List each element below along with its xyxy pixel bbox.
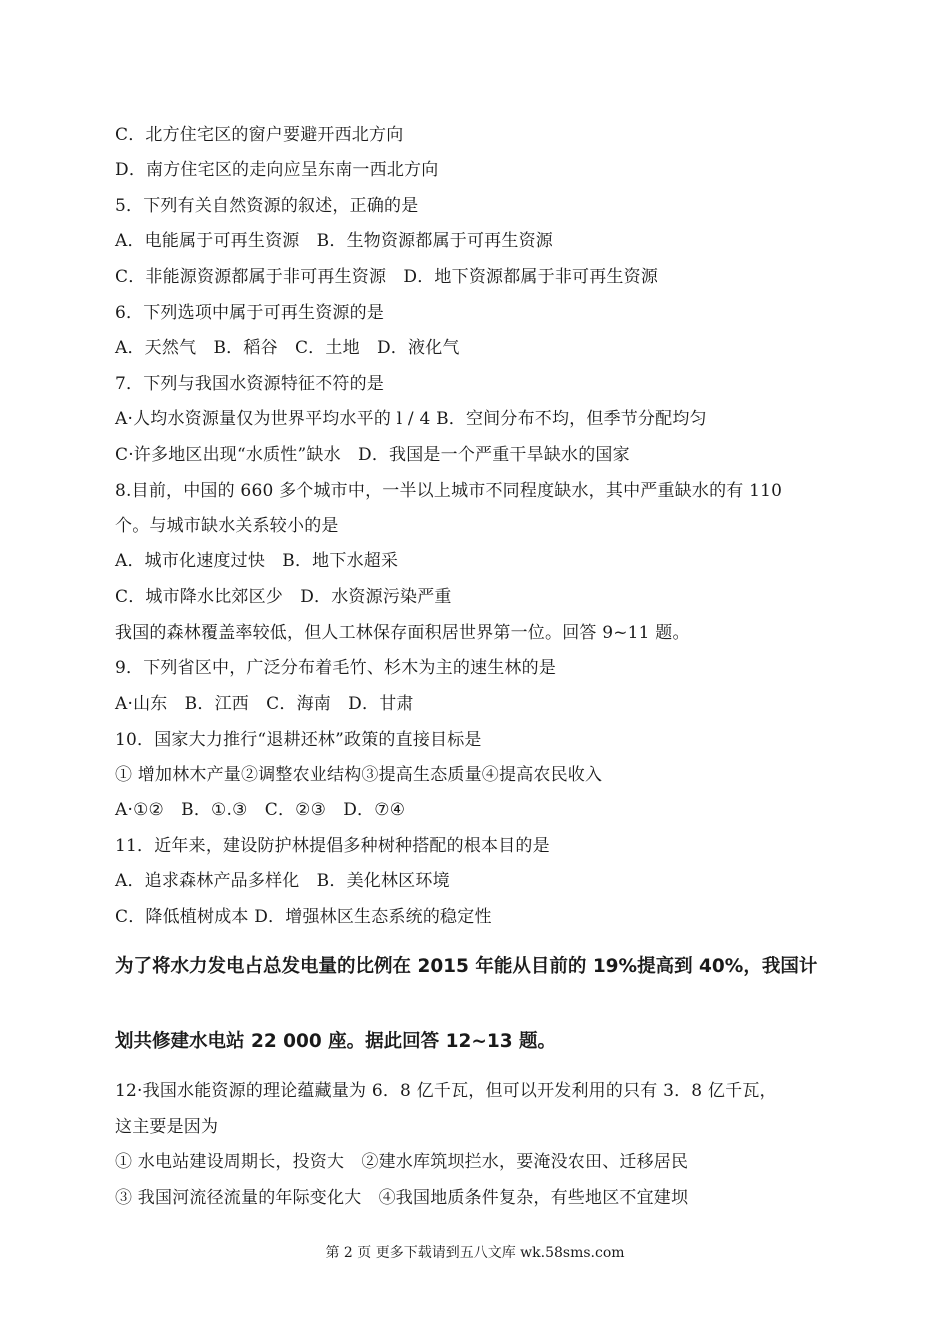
options-8cd: C．城市降水比郊区少 D．水资源污染严重 [115,587,452,607]
page-footer: 第 2 页 更多下载请到五八文库 wk.58sms.com [325,1245,625,1261]
options-10: A·①② B．①.③ C．②③ D．⑦④ [115,800,406,820]
options-8ab: A．城市化速度过快 B．地下水超采 [115,551,399,571]
statements-12a: ① 水电站建设周期长，投资大 ②建水库筑坝拦水，要淹没农田、迁移居民 [115,1152,689,1172]
question-12: 12·我国水能资源的理论蕴藏量为 6．8 亿千瓦，但可以开发利用的只有 3．8 亿千瓦， [115,1081,777,1101]
question-9: 9．下列省区中，广泛分布着毛竹、杉木为主的速生林的是 [115,658,557,678]
options-11ab: A．追求森林产品多样化 B．美化林区环境 [115,871,450,891]
options-6: A．天然气 B．稻谷 C．土地 D．液化气 [115,338,460,358]
question-10: 10．国家大力推行“退耕还林”政策的直接目标是 [115,730,482,750]
statements-12b: ③ 我国河流径流量的年际变化大 ④我国地质条件复杂，有些地区不宜建坝 [115,1188,689,1208]
options-7ab: A·人均水资源量仅为世界平均水平的 l / 4 B．空间分布不均，但季节分配均匀 [115,409,707,429]
question-5: 5．下列有关自然资源的叙述，正确的是 [115,196,419,216]
question-12-cont: 这主要是因为 [115,1117,219,1137]
statements-10: ① 增加林木产量②调整农业结构③提高生态质量④提高农民收入 [115,765,603,785]
question-6: 6．下列选项中属于可再生资源的是 [115,303,385,323]
passage-9-11: 我国的森林覆盖率较低，但人工林保存面积居世界第一位。回答 9~11 题。 [115,623,690,643]
question-8-cont: 个。与城市缺水关系较小的是 [115,516,339,536]
question-8: 8.目前，中国的 660 多个城市中，一半以上城市不同程度缺水，其中严重缺水的有 110 [115,481,783,501]
passage-12-13: 为了将水力发电占总发电量的比例在 2015 年能从目前的 19%提高到 40%，我国计 [115,956,818,977]
option-4d: D．南方住宅区的走向应呈东南一西北方向 [115,160,439,180]
options-7cd: C·许多地区出现“水质性”缺水 D．我国是一个严重干旱缺水的国家 [115,445,630,465]
question-11: 11．近年来，建设防护林提倡多种树种搭配的根本目的是 [115,836,550,856]
options-9: A·山东 B．江西 C．海南 D．甘肃 [115,694,414,714]
options-5ab: A．电能属于可再生资源 B．生物资源都属于可再生资源 [115,231,553,251]
option-4c: C．北方住宅区的窗户要避开西北方向 [115,125,404,145]
options-5cd: C．非能源资源都属于非可再生资源 D．地下资源都属于非可再生资源 [115,267,659,287]
options-11cd: C．降低植树成本 D．增强林区生态系统的稳定性 [115,907,492,927]
question-7: 7．下列与我国水资源特征不符的是 [115,374,385,394]
passage-12-13-cont: 划共修建水电站 22 000 座。据此回答 12~13 题。 [115,1031,557,1052]
